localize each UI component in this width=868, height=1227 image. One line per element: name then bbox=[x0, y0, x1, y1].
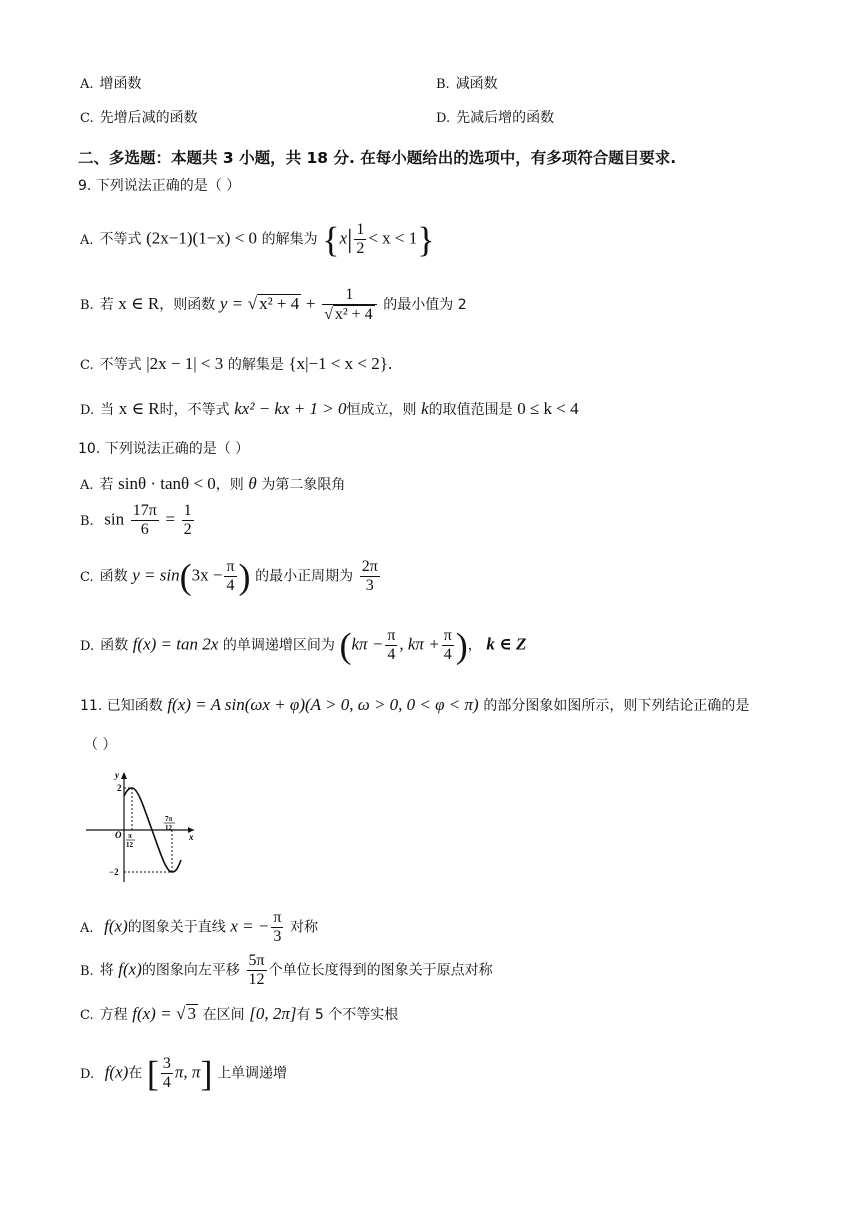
math-fraction: $\frac{\pi}{4}$ bbox=[387, 627, 396, 663]
q11-option-d: D. f(x)在 [ $\frac{3}{4}$ π, π] 上单调递增 bbox=[80, 1053, 288, 1094]
q10-option-a bbox=[80, 475, 345, 493]
q9-option-d bbox=[80, 400, 579, 418]
math-expression: (2x−1)(1−x) < 0 bbox=[146, 228, 258, 248]
option-label: A. bbox=[80, 232, 94, 248]
sine-graph bbox=[82, 768, 207, 888]
option-label: A. bbox=[80, 77, 94, 92]
option-text: 的取值范围是 bbox=[428, 402, 513, 418]
q10-option-d: D. 函数 f(x) = tan 2x 的单调递增区间为 (kπ − $\frac{\pi}{4}$ , kπ + $\frac{\pi}{4}$ )， k ∈ Z bbox=[80, 625, 527, 666]
x1-den: 12 bbox=[126, 841, 133, 849]
math-expression: < x < 1 bbox=[368, 228, 418, 248]
y-axis-arrow bbox=[121, 772, 127, 779]
option-text: 增函数 bbox=[99, 76, 142, 92]
math-expression: f(x) bbox=[104, 1062, 129, 1082]
math-radicand: x² + 4 bbox=[259, 294, 300, 314]
math-fraction: $\frac{1}{2}$ bbox=[183, 502, 192, 538]
math-expression: |2x − 1| < 3 bbox=[146, 354, 224, 373]
math-expression: k ∈ Z bbox=[486, 634, 527, 654]
math-expression: f(x) = bbox=[132, 1004, 172, 1023]
math-fraction: $\frac{\pi}{3}$ bbox=[273, 909, 282, 945]
option-label: C. bbox=[80, 111, 94, 126]
q9-option-c bbox=[80, 355, 392, 373]
math-var: k bbox=[421, 399, 429, 418]
math-fraction: $\frac{17\pi}{6}$ bbox=[132, 502, 157, 538]
option-label: B. bbox=[80, 513, 94, 529]
option-text: 方程 bbox=[99, 1007, 128, 1023]
option-label: A. bbox=[80, 478, 94, 493]
y-min-label: −2 bbox=[109, 867, 119, 877]
option-label: C. bbox=[80, 569, 94, 585]
math-expression: f(x) bbox=[118, 959, 142, 979]
option-label: D. bbox=[80, 1066, 95, 1082]
math-expression: y = sin bbox=[132, 565, 180, 585]
option-label: D. bbox=[436, 111, 451, 126]
math-fraction: $\frac{3}{4}$ bbox=[162, 1055, 171, 1091]
option-label: C. bbox=[80, 1008, 94, 1023]
q8-option-a bbox=[80, 77, 142, 92]
q9-stem: 9. 下列说法正确的是（ ） bbox=[78, 178, 241, 194]
q9-option-a: A. 不等式 (2x−1)(1−x) < 0 的解集为 {x| $\frac{1}{2}$ < x < 1} bbox=[80, 219, 435, 260]
x2-den: 12 bbox=[165, 824, 172, 832]
math-fraction: $\frac{\pi}{4}$ bbox=[226, 558, 235, 594]
math-operator: = bbox=[165, 509, 176, 529]
math-expression: f(x) = A sin(ωx + φ)(A > 0, ω > 0, 0 < φ < π) bbox=[167, 695, 479, 714]
option-text: 当 bbox=[100, 402, 115, 418]
option-text: 的图象关于直线 bbox=[127, 919, 226, 936]
math-expression: kx² − kx + 1 > 0 bbox=[234, 399, 347, 418]
option-text: 的图象向左平移 bbox=[141, 962, 240, 979]
q9-option-b: B. 若 x ∈ R，则函数 y = √ x² + 4 + $\frac{1}{\text{√ x² + 4}}$ 的最小值为 2 bbox=[80, 286, 467, 323]
option-label: C. bbox=[80, 358, 94, 373]
option-text: 的最小值为 2 bbox=[383, 297, 467, 314]
option-label: B. bbox=[436, 77, 450, 92]
q10-stem: 10. 下列说法正确的是（ ） bbox=[78, 441, 250, 457]
option-text: 不等式 bbox=[99, 357, 142, 373]
q11-answer-paren: （ ） bbox=[84, 737, 117, 753]
punctuation: . bbox=[387, 354, 393, 373]
q8-option-b bbox=[436, 77, 498, 92]
option-text: ，则 bbox=[215, 477, 244, 493]
option-text: 的最小正周期为 bbox=[255, 568, 354, 585]
q8-option-d bbox=[436, 111, 554, 126]
option-text: 在 bbox=[128, 1065, 143, 1082]
y-max-label: 2 bbox=[117, 783, 122, 793]
math-fraction: $\frac{1}{\text{√ x² + 4}}$ bbox=[322, 287, 377, 323]
option-text: 恒成立，则 bbox=[346, 402, 417, 418]
math-expression: 0 ≤ k < 4 bbox=[517, 399, 579, 418]
option-label: D. bbox=[80, 403, 95, 418]
option-text: 不等式 bbox=[99, 231, 142, 248]
question-text: 的部分图象如图所示，则下列结论正确的是 bbox=[483, 698, 750, 714]
math-expression: x = − bbox=[230, 916, 270, 936]
math-expression: sinθ · tanθ < 0 bbox=[118, 474, 216, 493]
option-text: 若 bbox=[99, 297, 114, 314]
question-text: 11. 已知函数 bbox=[80, 698, 163, 714]
math-fraction: $\frac{5\pi}{12}$ bbox=[248, 952, 265, 988]
math-var: x bbox=[339, 228, 348, 248]
math-expression: y = bbox=[219, 294, 244, 314]
math-expression: x ∈ R bbox=[118, 294, 160, 314]
punctuation: ， bbox=[467, 637, 482, 654]
option-text: 的单调递增区间为 bbox=[222, 637, 335, 654]
math-expression: π, π bbox=[174, 1062, 201, 1082]
option-text: 先增后减的函数 bbox=[99, 110, 198, 126]
option-text: 上单调递增 bbox=[217, 1065, 288, 1082]
option-label: B. bbox=[80, 963, 94, 979]
math-function: sin bbox=[104, 509, 125, 529]
math-expression: x ∈ R bbox=[118, 399, 160, 418]
q11-option-b bbox=[80, 953, 493, 988]
option-text: 将 bbox=[99, 962, 114, 979]
math-expression: 3x − bbox=[191, 565, 223, 585]
q11-option-c: C. 方程 f(x) = √ 3 在区间 [0, 2π]有 5 个不等实根 bbox=[80, 1004, 399, 1023]
math-fraction: $\frac{\pi}{4}$ bbox=[443, 627, 452, 663]
math-fraction: $\frac{2\pi}{3}$ bbox=[361, 558, 378, 594]
math-var: θ bbox=[248, 474, 257, 493]
option-text: 为第二象限角 bbox=[261, 477, 346, 493]
option-text: 个单位长度得到的图象关于原点对称 bbox=[268, 962, 493, 979]
math-expression: f(x) bbox=[104, 916, 128, 936]
math-fraction: $\frac{1}{2}$ bbox=[356, 221, 365, 257]
q11-stem bbox=[80, 696, 749, 714]
section2-heading: 二、多选题：本题共 3 小题，共 18 分. 在每小题给出的选项中，有多项符合题目要求. bbox=[78, 149, 677, 167]
math-expression: [0, 2π] bbox=[249, 1004, 297, 1023]
x2-num: 7π bbox=[165, 815, 173, 823]
math-expression: , kπ + bbox=[399, 634, 440, 654]
option-text: 有 5 个不等实根 bbox=[296, 1007, 399, 1023]
option-text: 函数 bbox=[99, 568, 128, 585]
math-expression: {x|−1 < x < 2} bbox=[288, 354, 388, 373]
math-expression: kπ − bbox=[351, 634, 384, 654]
option-text: 的解集是 bbox=[227, 357, 284, 373]
option-text: 若 bbox=[99, 477, 114, 493]
origin-label: O bbox=[115, 830, 122, 840]
option-text: 对称 bbox=[290, 919, 319, 936]
option-text: ，则函数 bbox=[159, 297, 216, 314]
q11-option-a bbox=[80, 910, 318, 945]
option-text: 先减后增的函数 bbox=[456, 110, 555, 126]
x-axis-label: x bbox=[189, 832, 194, 842]
option-label: A. bbox=[80, 920, 94, 936]
q8-option-c bbox=[80, 111, 198, 126]
option-label: B. bbox=[80, 298, 94, 314]
option-text: 减函数 bbox=[455, 76, 498, 92]
option-text: 在区间 bbox=[202, 1007, 245, 1023]
option-label: D. bbox=[80, 638, 95, 654]
math-operator: + bbox=[305, 294, 316, 314]
math-radicand: 3 bbox=[187, 1004, 196, 1023]
math-expression: f(x) = tan 2x bbox=[132, 634, 219, 654]
q10-option-c: C. 函数 y = sin(3x − $\frac{\pi}{4}$ ) 的最小正周期为 $\frac{2\pi}{3}$ bbox=[80, 556, 378, 597]
option-text: 时，不等式 bbox=[159, 402, 230, 418]
y-axis-label: y bbox=[115, 770, 119, 780]
option-text: 的解集为 bbox=[261, 231, 318, 248]
option-text: 函数 bbox=[100, 637, 129, 654]
x1-num: π bbox=[128, 832, 132, 840]
q10-option-b bbox=[80, 503, 196, 538]
